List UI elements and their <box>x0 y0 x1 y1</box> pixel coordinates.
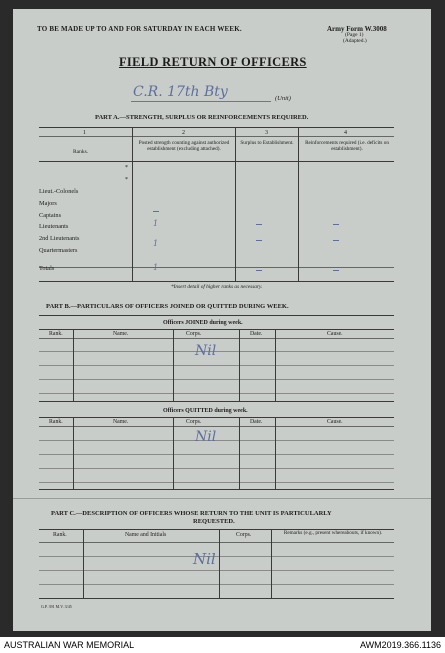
part-c-bottom-rule <box>39 598 394 599</box>
part-c-row-rule <box>39 584 394 585</box>
part-a-top-rule <box>39 127 394 128</box>
rank-row-2nd-lieutenants: 2nd Lieutenants <box>39 235 80 242</box>
form-page-number: (Page 1) <box>345 32 364 38</box>
form-adapted: (Adapted.) <box>343 38 367 44</box>
part-c-header-rule <box>39 542 394 543</box>
blank-dash-mark <box>333 270 339 271</box>
joined-col-rank: Rank. <box>49 331 63 337</box>
part-c-divider <box>219 529 220 598</box>
joined-divider <box>73 329 74 401</box>
quitted-divider <box>275 417 276 489</box>
rank-row-captains: Captains <box>39 212 62 219</box>
quitted-row-rule <box>39 440 394 441</box>
col-number-3: 3 <box>265 130 268 136</box>
totals-label: Totals <box>39 265 55 272</box>
col-header-surplus: Surplus to Establishment. <box>240 140 294 146</box>
joined-row-rule <box>39 393 394 394</box>
joined-divider <box>239 329 240 401</box>
quitted-col-corps: Corps. <box>186 419 202 425</box>
joined-col-name: Name. <box>113 331 129 337</box>
joined-header-top-rule <box>39 329 394 330</box>
star-mark: * <box>125 165 128 171</box>
joined-divider <box>173 329 174 401</box>
quitted-divider <box>73 417 74 489</box>
unit-underline <box>131 101 271 102</box>
part-a-number-rule <box>39 136 394 137</box>
rank-row-lieut-colonels: Lieut.-Colonels <box>39 188 79 195</box>
part-a-totals-rule <box>39 267 394 268</box>
joined-col-date: Date. <box>250 331 263 337</box>
quitted-nil-entry: Nil <box>195 429 217 445</box>
footer-institution: AUSTRALIAN WAR MEMORIAL <box>4 640 135 650</box>
quitted-title: Officers QUITTED during week. <box>163 408 248 414</box>
part-b-title: PART B.—PARTICULARS OF OFFICERS JOINED OR QUITTED DURING WEEK. <box>46 303 289 310</box>
blank-dash-mark <box>333 224 339 225</box>
part-a-divider-2 <box>235 127 236 281</box>
part-c-row-rule <box>39 556 394 557</box>
joined-col-cause: Cause. <box>327 331 343 337</box>
part-b-top-rule <box>39 315 394 316</box>
part-a-header-rule <box>39 161 394 162</box>
print-code: G.P. 391 M.V. 3/45 <box>41 604 72 609</box>
joined-col-corps: Corps. <box>186 331 202 337</box>
quitted-col-rank: Rank. <box>49 419 63 425</box>
handwritten-value: 1 <box>153 219 159 228</box>
joined-title: Officers JOINED during week. <box>163 320 243 326</box>
col-number-1: 1 <box>83 130 86 136</box>
quitted-divider <box>239 417 240 489</box>
blank-dash-mark <box>256 240 262 241</box>
quitted-row-rule <box>39 468 394 469</box>
form-instruction: TO BE MADE UP TO AND FOR SATURDAY IN EACH WEEK. <box>37 25 242 33</box>
blank-dash-mark <box>153 211 159 212</box>
part-c-col-rank: Rank. <box>53 532 67 538</box>
part-a-divider-3 <box>298 127 299 281</box>
part-c-title-line2: REQUESTED. <box>193 518 235 525</box>
quitted-col-date: Date. <box>250 419 263 425</box>
blank-dash-mark <box>256 270 262 271</box>
quitted-row-rule <box>39 454 394 455</box>
col-header-posted-strength: Posted strength counting against authorized establishment (excluding attached). <box>138 140 230 152</box>
part-c-nil-entry: Nil <box>193 550 216 568</box>
unit-label: (Unit) <box>275 95 291 102</box>
joined-nil-entry: Nil <box>195 343 217 359</box>
part-a-divider-1 <box>132 127 133 281</box>
joined-divider <box>275 329 276 401</box>
part-a-title: PART A.—STRENGTH, SURPLUS OR REINFORCEMENTS REQUIRED. <box>95 114 309 121</box>
part-c-col-corps: Corps. <box>236 532 252 538</box>
handwritten-value: 1 <box>153 239 159 248</box>
rank-row-quartermasters: Quartermasters <box>39 247 78 254</box>
joined-header-rule <box>39 338 394 339</box>
quitted-header-rule <box>39 426 394 427</box>
joined-row-rule <box>39 379 394 380</box>
unit-handwritten: C.R. 17th Bty <box>133 84 228 100</box>
blank-dash-mark <box>256 224 262 225</box>
form-page <box>13 9 431 631</box>
rank-row-majors: Majors <box>39 200 57 207</box>
part-c-col-name: Name and Initials <box>125 532 167 538</box>
part-c-divider <box>271 529 272 598</box>
handwritten-value: 1 <box>153 263 159 272</box>
quitted-col-cause: Cause. <box>327 419 343 425</box>
quitted-divider <box>173 417 174 489</box>
part-a-footnote: *Insert detail of higher ranks as necessary. <box>171 284 263 290</box>
quitted-header-top-rule <box>39 417 394 418</box>
joined-bottom-rule <box>39 401 394 402</box>
part-a-bottom-rule <box>39 281 394 282</box>
rank-row-lieutenants: Lieutenants <box>39 223 69 230</box>
star-mark: * <box>125 177 128 183</box>
col-header-reinforcements: Reinforcements required (i.e. deficits on establishment). <box>305 140 389 152</box>
part-c-row-rule <box>39 570 394 571</box>
form-number: Army Form W.3008 <box>327 25 387 33</box>
part-c-divider <box>83 529 84 598</box>
quitted-col-name: Name. <box>113 419 129 425</box>
col-number-2: 2 <box>182 130 185 136</box>
form-title: FIELD RETURN OF OFFICERS <box>119 55 307 69</box>
fold-line <box>13 498 431 499</box>
blank-dash-mark <box>333 240 339 241</box>
part-c-col-remarks: Remarks (e.g., present whereabouts, if known). <box>283 530 383 536</box>
col-header-ranks: Ranks. <box>73 149 89 155</box>
quitted-bottom-rule <box>39 489 394 490</box>
part-c-title-line1: PART C.—DESCRIPTION OF OFFICERS WHOSE RETURN TO THE UNIT IS PARTICULARLY <box>51 510 332 517</box>
col-number-4: 4 <box>344 130 347 136</box>
joined-row-rule <box>39 365 394 366</box>
archive-footer <box>0 637 445 653</box>
joined-row-rule <box>39 351 394 352</box>
quitted-row-rule <box>39 482 394 483</box>
footer-accession-number: AWM2019.366.1136 <box>359 640 441 650</box>
